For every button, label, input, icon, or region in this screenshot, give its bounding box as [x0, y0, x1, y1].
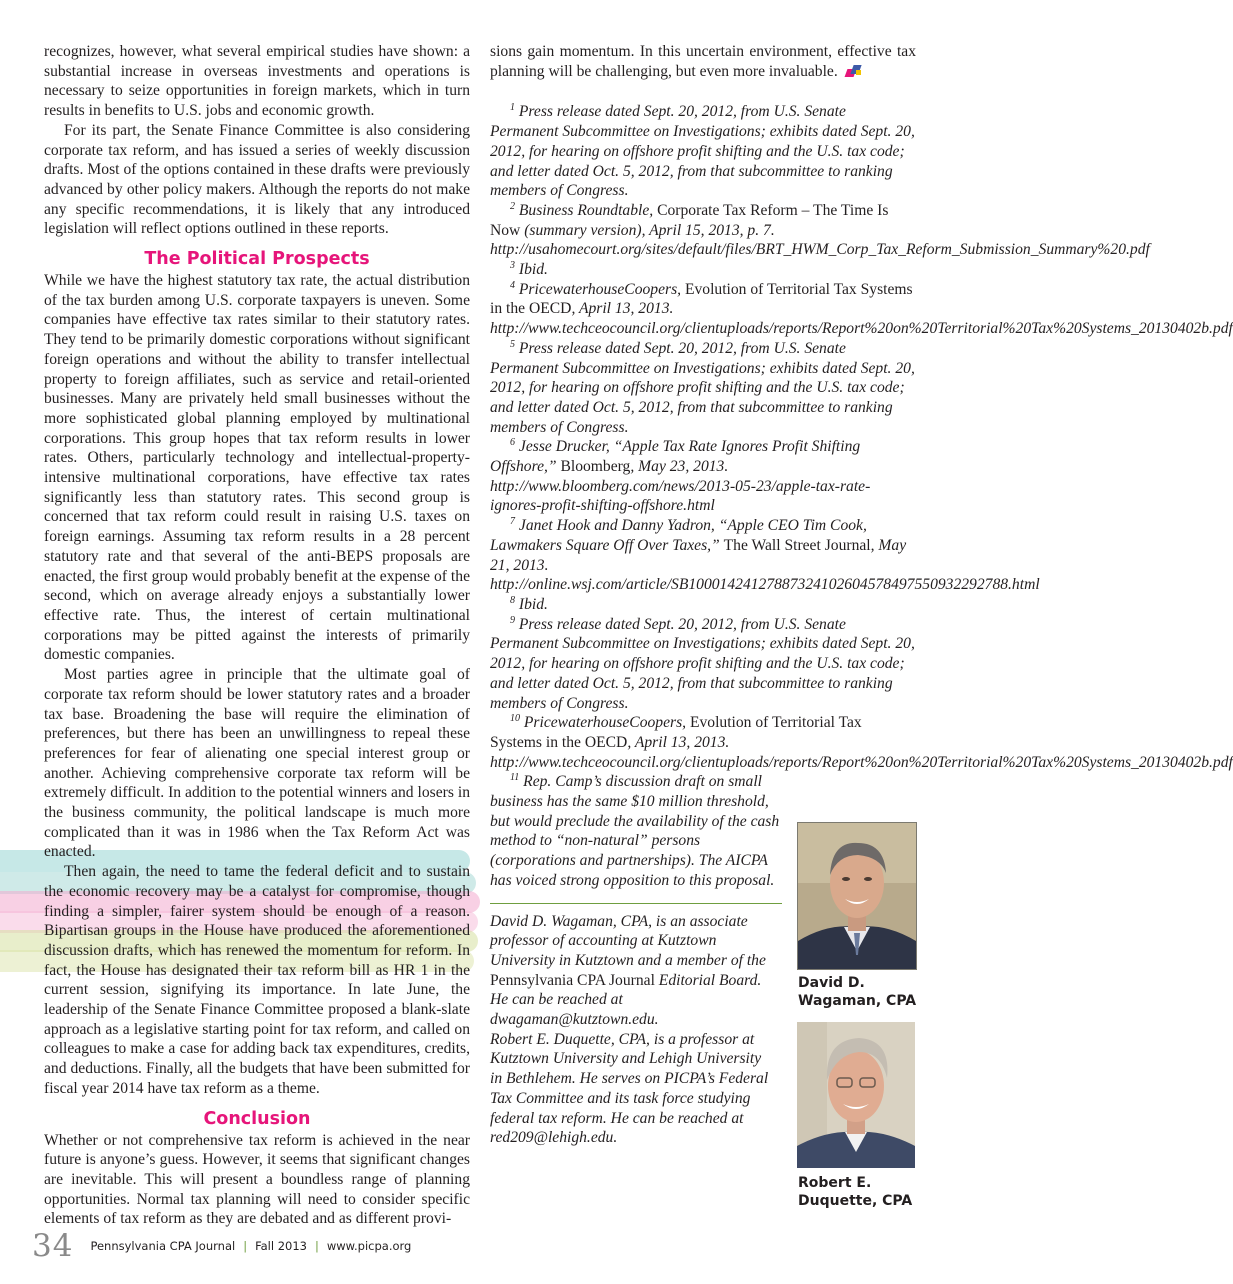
- journal-name: Pennsylvania CPA Journal: [90, 1239, 236, 1253]
- paragraph: Most parties agree in principle that the ultimate goal of corporate tax reform should be lower statutory rates and a broader tax base. Broadening the base will require the elimination of preferences, but there has been an unwillingness to repeal these preferences for fear of alienating one special interest group or another. Achieving comprehensive corporate tax reform will be extremely difficult. In addition to the potential winners and losers in the business community, the political landscape is much more complicated than it was in 1986 when the Tax Reform Act was enacted.: [44, 666, 470, 861]
- footnotes: [490, 102, 1233, 890]
- left-column: [44, 42, 470, 1229]
- photo-caption: Robert E. Duquette, CPA: [798, 1175, 913, 1209]
- footnote: $^3$ Ibid.: [510, 260, 548, 279]
- end-of-article-icon: [846, 65, 862, 77]
- paragraph-highlighted: Then again, the need to tame the federal deficit and to sustain the economic recovery may be a catalyst for compromise, though finding a simpler, fairer system should be enough of a reason. Bipartisan groups in the House have produced the aforementioned discussion drafts, which has renewed the momentum for reform. In fact, the House has designated their tax reform bill as HR 1 in the current session, signifying its importance. In late June, the leadership of the Senate Finance Committee proposed a blank-slate approach as a legislative starting point for tax reform, and called on colleagues to make a case for adding back tax expenditures, credits, and deductions. Finally, all the budgets that have been submitted for fiscal year 2014 have tax reform as a theme.: [44, 863, 470, 1097]
- page-footer: [32, 1228, 411, 1264]
- footnote: $^{10}$ PricewaterhouseCoopers, Evolution of Territorial Tax Systems in the OECD, April 13, 2013. http://www.techceocouncil.org/clientuploads/reports/Report%20on%20Territorial%20Tax%20Systems_20130402b.pdf: [490, 713, 1233, 771]
- author-bio: David D. Wagaman, CPA, is an associate professor of accounting at Kutztown University in Kutztown and a member of the Pennsylvania CPA Journal Editorial Board. He can be reached at dwagaman@kutztown.edu.: [490, 912, 766, 1029]
- paragraph-text: sions gain momentum. In this uncertain environment, effective tax planning will be challenging, but even more invaluable.: [490, 43, 916, 80]
- paragraph: Whether or not comprehensive tax reform is achieved in the near future is anyone’s guess. However, it seems that significant changes are inevitable. This will present a boundless range of planning opportunities. Normal tax planning will need to consider specific elements of tax reform as they are debated and as different provi-: [44, 1131, 470, 1228]
- section-heading-political-prospects: The Political Prospects: [144, 249, 370, 270]
- author-bio: Robert E. Duquette, CPA, is a professor at Kutztown University and Lehigh University in Bethlehem. He serves on PICPA’s Federal Tax Committee and its task force studying federal tax reform. He can be reached at red209@lehigh.edu.: [490, 1030, 769, 1147]
- footnote: $^2$ Business Roundtable, Corporate Tax Reform – The Time Is Now (summary version), April 15, 2013, p. 7. http://usahomecourt.org/sites/default/files/BRT_HWM_Corp_Tax_Reform_Submission_Summary%20.pdf: [490, 200, 1150, 259]
- issue-label: Fall 2013: [255, 1239, 307, 1253]
- photo-caption: David D. Wagaman, CPA: [798, 975, 917, 1009]
- author-photo-wagaman: [797, 822, 917, 970]
- footer-separator: |: [314, 1239, 319, 1253]
- footer-separator: |: [243, 1239, 248, 1253]
- page-number: 34: [32, 1228, 74, 1264]
- divider: [490, 903, 782, 904]
- footnote: $^6$ Jesse Drucker, “Apple Tax Rate Ignores Profit Shifting Offshore,” Bloomberg, May 23, 2013. http://www.bloomberg.com/news/2013-05-23/apple-tax-rate-ignores-profit-shifting-offshore.html: [490, 437, 871, 515]
- paragraph: recognizes, however, what several empirical studies have shown: a substantial increase in overseas investments and operations is necessary to seize opportunities in foreign markets, which in turn results in benefits to U.S. jobs and economic growth.: [44, 43, 470, 120]
- paragraph-end: [490, 42, 916, 81]
- footnote: $^4$ PricewaterhouseCoopers, Evolution of Territorial Tax Systems in the OECD, April 13, 2013. http://www.techceocouncil.org/clientuploads/reports/Report%20on%20Territorial%20Tax%20Systems_20130402b.pdf: [490, 279, 1233, 338]
- author-photo-duquette: [797, 1022, 915, 1168]
- portrait-icon: [798, 823, 916, 969]
- website-link[interactable]: www.picpa.org: [326, 1239, 412, 1253]
- portrait-icon: [797, 1022, 915, 1168]
- footnote: $^5$ Press release dated Sept. 20, 2012, from U.S. Senate Permanent Subcommittee on Investigations; exhibits dated Sept. 20, 2012, for hearing on offshore profit shifting and the U.S. tax code; and letter dated Oct. 5, 2012, from that subcommittee to ranking members of Congress.: [490, 338, 915, 436]
- footnote: $^{11}$ Rep. Camp’s discussion draft on small business has the same $10 million threshold, but would preclude the availability of the cash method to “non-natural” persons (corporations and partnerships). The AICPA has voiced strong opposition to this proposal.: [490, 772, 780, 889]
- footnote: $^8$ Ibid.: [510, 594, 548, 613]
- paragraph: For its part, the Senate Finance Committee is also considering corporate tax reform, and has issued a series of weekly discussion drafts. Most of the options contained in these drafts were previously advanced by other policy makers. Although the reports do not make any specific recommendations, it is likely that any introduced legislation will reflect options outlined in these reports.: [44, 121, 470, 238]
- footnote: $^1$ Press release dated Sept. 20, 2012, from U.S. Senate Permanent Subcommittee on Investigations; exhibits dated Sept. 20, 2012, for hearing on offshore profit shifting and the U.S. tax code; and letter dated Oct. 5, 2012, from that subcommittee to ranking members of Congress.: [490, 102, 915, 200]
- paragraph: While we have the highest statutory tax rate, the actual distribution of the tax burden among U.S. corporate taxpayers is uneven. Some companies have effective tax rates similar to their statutory rates. They tend to be primarily domestic corporations without significant foreign operations and without the ability to transfer intellectual property to foreign affiliates, such as service and retail-oriented businesses. Many are privately held small businesses without the more sophisticated global planning employed by multinational corporations. This group hopes that tax reform results in lower rates. Others, particularly technology and intellectual-property-intensive multinational corporations, have effective tax rates significantly less than statutory rates. This second group is concerned that tax reform could result in raising U.S. taxes on foreign earnings. Assuming tax reform results in a 28 percent statutory rate and that several of the anti-BEPS proposals are enacted, the first group would probably benefit at the expense of the second, which on average already enjoys a substantially lower effective rate. Thus, the interest of certain multinational corporations may be pitted against the interests of primarily domestic companies.: [44, 272, 470, 664]
- footnote: $^7$ Janet Hook and Danny Yadron, “Apple CEO Tim Cook, Lawmakers Square Off Over Taxes,” The Wall Street Journal, May 21, 2013. http://online.wsj.com/article/SB10001424127887324102604578497550932292788.html: [490, 516, 1040, 594]
- section-heading-conclusion: Conclusion: [203, 1108, 311, 1129]
- footnote: $^9$ Press release dated Sept. 20, 2012, from U.S. Senate Permanent Subcommittee on Investigations; exhibits dated Sept. 20, 2012, for hearing on offshore profit shifting and the U.S. tax code; and letter dated Oct. 5, 2012, from that subcommittee to ranking members of Congress.: [490, 614, 915, 712]
